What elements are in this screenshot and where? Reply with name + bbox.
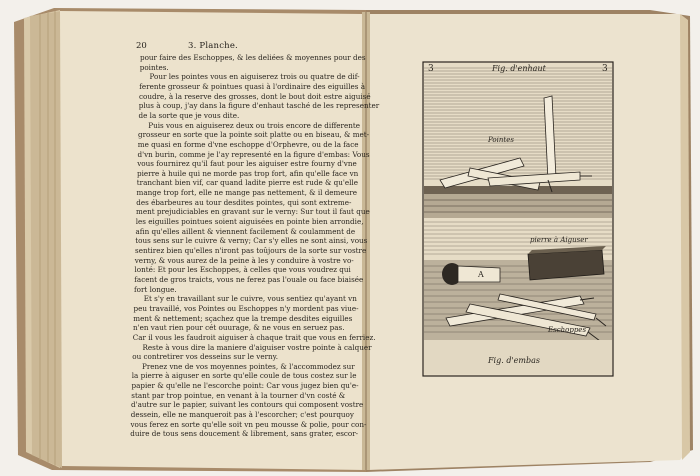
- text-line: pointes.: [139, 62, 169, 72]
- text-line: verny, & vous aurez de la peine à les y conduire à vostre vo-: [134, 255, 354, 265]
- text-line: coudre, à la reserve des grosses, dont le bout doit estre aiguisé: [139, 91, 371, 101]
- text-line: duire de tous sens doucement & librement, sans grater, escor-: [130, 429, 359, 439]
- text-line: me quasi en forme d'vne eschoppe d'Orphevre, ou de la face: [137, 139, 359, 149]
- caption-bottom: Fig. d'embas: [488, 356, 540, 365]
- text-line: papier & qu'elle ne l'escorche point: Car vous jugez bien qu'e-: [131, 381, 359, 391]
- text-line: tranchant bien vif, car quand ladite pierre est rude & qu'elle: [136, 178, 358, 188]
- text-line: Pour les pointes vous en aiguiserez trois ou quatre de dif-: [149, 72, 360, 82]
- text-line: mange trop fort, elle ne mange pas nettement, & il demeure: [136, 188, 357, 198]
- text-line: n'en vaut rien pour cét ouurage, & ne vous en seruez pas.: [133, 323, 345, 333]
- text-line: Prenez vne de vos moyennes pointes, & l'accommodez sur: [142, 361, 355, 371]
- text-line: pierre à huile qui ne morde pas trop fort, afin qu'elle face vn: [137, 168, 359, 178]
- text-line: les eiguilles pointues soient aiguisées en pointe bien arrondie,: [135, 217, 364, 227]
- text-line: facent de gros traicts, vous ne ferez pas l'ouale ou face biaisée: [134, 274, 364, 284]
- label-eschoppes: Eschoppes: [548, 326, 587, 334]
- text-line: d'autre sur le papier, suivant les contours qui composent vostre: [131, 400, 364, 410]
- text-line: ferente grosseur & pointues quasi à l'ordinaire des eiguilles à: [139, 81, 366, 91]
- text-line: lonté: Et pour les Eschoppes, à celles que vous voudrez qui: [134, 265, 351, 275]
- text-line: Car il vous les faudroit aiguiser à chaque trait que vous en ferriez.: [132, 332, 376, 342]
- running-title: 3. Planche.: [188, 41, 238, 51]
- text-line: dessein, elle ne manqueroit pas à l'escorcher; c'est pourquoy: [130, 410, 354, 420]
- text-line: vous fournirez qu'il faut pour les aiguiser estre fourny d'vne: [137, 159, 357, 169]
- text-line: stant par trop pointue, en venant à la tourner d'vn costé &: [131, 390, 346, 400]
- text-line: sentirez bien qu'elles n'iront pas toûjours de la sorte sur vostre: [135, 246, 367, 255]
- page-number: 20: [136, 41, 147, 51]
- label-pointes: Pointes: [488, 136, 514, 144]
- text-line: plus à coup, j'ay dans la figure d'enhaut tasché de les representer: [138, 101, 380, 111]
- text-line: vous ferez en sorte qu'elle soit vn peu mousse & polie, pour con-: [130, 419, 367, 429]
- text-line: pour faire des Eschoppes, & les deliées & moyennes pour des: [140, 53, 366, 62]
- caption-top: Fig. d'enhaut: [492, 64, 546, 73]
- text-line: Et s'y en travaillant sur le cuivre, vous sentiez qu'ayant vn: [143, 294, 357, 304]
- text-line: Reste à vous dire la maniere d'aiguiser vostre pointe à calquer: [142, 342, 372, 352]
- text-line: ou contretirer vos desseins sur le verny.: [132, 352, 279, 362]
- plate-number-right: 3: [602, 64, 608, 74]
- label-a: A: [478, 270, 484, 279]
- text-line: des ébarbeures au tour desdites pointes, qui sont extreme-: [136, 197, 352, 207]
- text-line: de la sorte que je vous dite.: [138, 110, 240, 120]
- text-line: afin qu'elles aillent & viennent facilement & coulamment de: [135, 226, 356, 236]
- text-line: ment prejudiciables en gravant sur le verny: Sur tout il faut que: [136, 207, 370, 217]
- text-line: grosseur en sorte que la pointe soit platte ou en biseau, & met-: [138, 130, 370, 140]
- text-line: ment & nettement; sçachez que la trempe desdites eiguilles: [133, 313, 353, 323]
- sharpening-stone: [528, 246, 606, 280]
- text-line: peu travaillé, vos Pointes ou Eschoppes n'y mordent pas viue-: [133, 303, 359, 313]
- plate-number-left: 3: [428, 64, 434, 74]
- text-line: tous sens sur le cuivre & verny; Car s'y elles ne sont ainsi, vous: [135, 236, 368, 246]
- text-line: la pierre à aiguser en sorte qu'elle coule de tous costez sur le: [131, 371, 357, 381]
- text-line: d'vn burin, comme je l'ay representé en la figure d'embas: Vous: [137, 149, 370, 159]
- text-line: fort longue.: [134, 284, 177, 294]
- label-pierre: pierre à Aiguser: [530, 236, 588, 244]
- text-line: Puis vous en aiguiserez deux ou trois encore de differente: [148, 120, 361, 130]
